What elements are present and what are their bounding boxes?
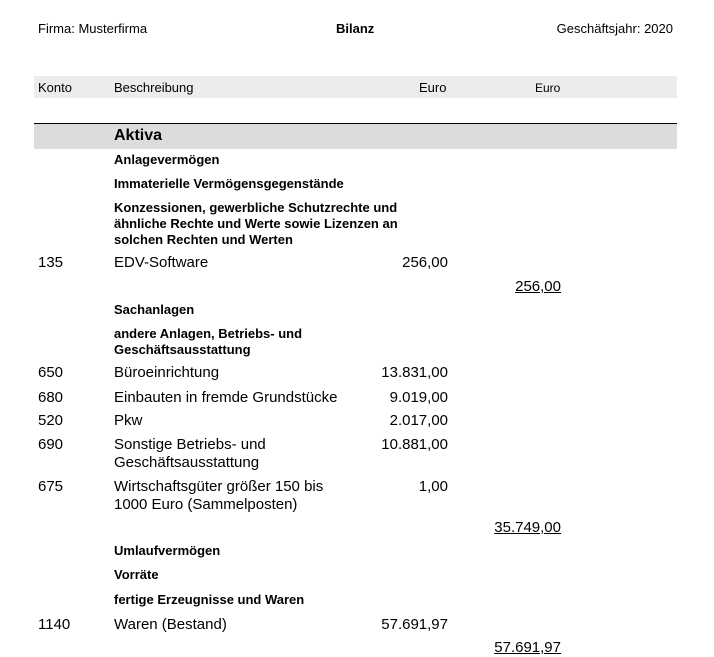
column-euro-2: Euro <box>535 81 561 95</box>
subtotal: 256,00 <box>515 278 561 295</box>
row-amount: 2.017,00 <box>389 412 448 429</box>
group-andere-anlagen: andere Anlagen, Betriebs- und Geschäftsausstattung <box>114 326 303 357</box>
group-sachanlagen: Sachanlagen <box>114 302 195 317</box>
row-description: Einbauten in fremde Grundstücke <box>114 389 338 406</box>
column-konto: Konto <box>38 80 72 95</box>
row-amount: 256,00 <box>402 254 448 271</box>
column-euro-1: Euro <box>419 80 447 95</box>
row-konto: 675 <box>38 478 64 495</box>
row-konto: 1140 <box>38 616 71 633</box>
group-anlagevermoegen: Anlagevermögen <box>114 152 220 167</box>
column-beschreibung: Beschreibung <box>114 80 194 95</box>
group-konzessionen: Konzessionen, gewerbliche Schutzrechte und ähnliche Rechte und Werte sowie Lizenzen an solchen Rechten und Werten <box>114 200 398 247</box>
row-konto: 650 <box>38 364 64 381</box>
fiscal-year: Geschäftsjahr: 2020 <box>556 21 673 36</box>
group-vorraete: Vorräte <box>114 567 159 582</box>
row-konto: 680 <box>38 389 64 406</box>
row-description: EDV-Software <box>114 254 209 271</box>
subtotal: 57.691,97 <box>494 639 561 656</box>
row-description: Waren (Bestand) <box>114 616 227 633</box>
section-title: Aktiva <box>114 127 163 144</box>
subtotal: 35.749,00 <box>494 519 561 536</box>
row-konto: 520 <box>38 412 64 429</box>
row-description: Pkw <box>114 412 143 429</box>
document-title: Bilanz <box>336 21 375 36</box>
row-amount: 9.019,00 <box>389 389 448 406</box>
group-fertige-erzeugnisse: fertige Erzeugnisse und Waren <box>114 592 305 607</box>
group-umlaufvermoegen: Umlaufvermögen <box>114 543 221 558</box>
row-description: Wirtschaftsgüter größer 150 bis 1000 Euro (Sammelposten) <box>114 478 324 513</box>
row-konto: 135 <box>38 254 64 271</box>
row-amount: 13.831,00 <box>381 364 448 381</box>
row-description: Büroeinrichtung <box>114 364 220 381</box>
row-amount: 57.691,97 <box>381 616 448 633</box>
row-amount: 10.881,00 <box>381 436 448 453</box>
row-amount: 1,00 <box>418 478 448 495</box>
row-description: Sonstige Betriebs- und Geschäftsausstattung <box>114 436 266 471</box>
row-konto: 690 <box>38 436 64 453</box>
company-name: Firma: Musterfirma <box>38 21 148 36</box>
group-immaterielle: Immaterielle Vermögensgegenstände <box>114 176 344 191</box>
section-aktiva <box>34 124 677 149</box>
column-header-bar <box>34 76 677 98</box>
